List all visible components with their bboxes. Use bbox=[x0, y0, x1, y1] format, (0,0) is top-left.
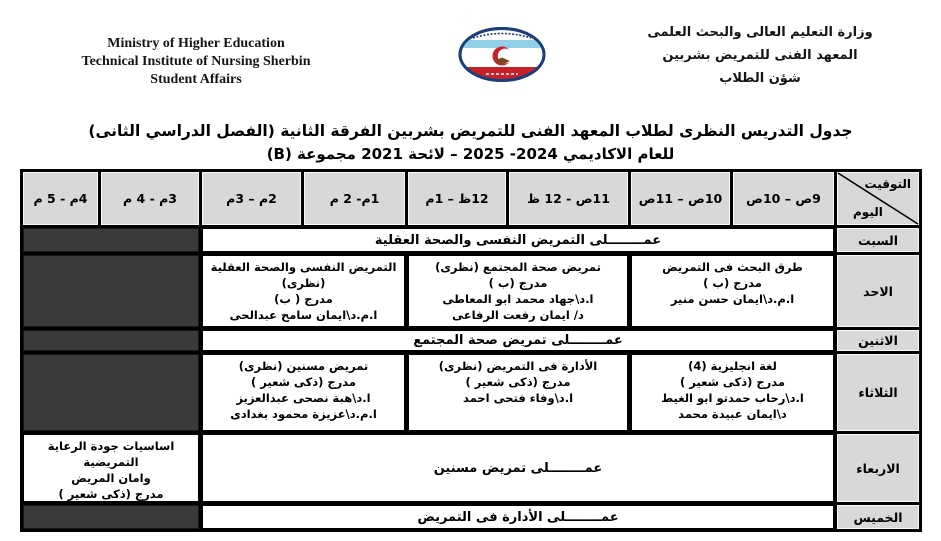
cell-text-line: ا.م.د\ايمان حسن منير bbox=[670, 292, 795, 306]
empty-cell bbox=[23, 228, 199, 252]
schedule-table bbox=[20, 169, 922, 532]
cell-text-line: عمــــــــلى التمريض النفسى والصحة العقلية bbox=[374, 232, 662, 248]
cell-text-line: ا.د\رحاب حمدتو ابو الغيط bbox=[661, 391, 804, 405]
corner-label-day: اليوم bbox=[853, 205, 883, 219]
time-header-cell: 12ظ – 1م bbox=[408, 172, 506, 225]
time-header-cell: 11ص - 12 ظ bbox=[509, 172, 628, 225]
lecture-cell bbox=[631, 255, 834, 327]
lecture-cell bbox=[408, 255, 628, 327]
time-header-cell: 1م- 2 م bbox=[304, 172, 405, 225]
department-name-en: Student Affairs bbox=[150, 72, 242, 87]
cell-text-line: مدرج (ب ) bbox=[703, 276, 762, 290]
empty-cell bbox=[23, 354, 199, 431]
cell-text-line: التمريض النفسى والصحة العقلية (نظرى) bbox=[210, 260, 397, 290]
department-name-ar: شؤن الطلاب bbox=[719, 71, 801, 86]
cell-text-line: عمــــــــلى تمريض مسنين bbox=[433, 460, 603, 476]
lecture-cell bbox=[202, 255, 405, 327]
cell-text-line: طرق البحث فى التمريض bbox=[662, 260, 803, 274]
day-cell: الخميس bbox=[837, 505, 919, 529]
corner-label-timing: التوقيت bbox=[864, 177, 911, 191]
day-cell: السبت bbox=[837, 228, 919, 252]
institute-logo bbox=[457, 26, 547, 83]
day-cell: الثلاثاء bbox=[837, 354, 919, 431]
time-header-cell: 4م - 5 م bbox=[23, 172, 98, 225]
cell-text-line: لغة انجليزية (4) bbox=[688, 359, 777, 373]
empty-cell bbox=[23, 330, 199, 351]
ministry-name-ar: وزارة التعليم العالى والبحث العلمى bbox=[647, 25, 873, 40]
cell-text-line: ا.م.د\ايمان سامح عبدالحى bbox=[229, 308, 378, 322]
cell-text-line: تمريض صحة المجتمع (نظرى) bbox=[435, 260, 601, 274]
institute-name-ar: المعهد الفنى للتمريض بشربين bbox=[662, 48, 858, 63]
cell-text-line: مدرج (ب ) bbox=[488, 276, 548, 290]
cell-text-line: وامان المريض bbox=[71, 471, 151, 485]
empty-cell bbox=[23, 255, 199, 327]
practical-cell bbox=[202, 330, 834, 351]
cell-text-line: اساسيات جودة الرعاية التمريضية bbox=[47, 439, 175, 469]
cell-text-line: الأدارة فى التمريض (نظرى) bbox=[438, 359, 598, 373]
time-header-cell: 9ص – 10ص bbox=[733, 172, 834, 225]
cell-text-line: مدرج (ذكى شعير ) bbox=[465, 375, 571, 389]
institute-seal-icon bbox=[457, 26, 547, 83]
cell-text-line: مدرج (ذكى شعير ) bbox=[58, 487, 164, 501]
institute-name-en: Technical Institute of Nursing Sherbin bbox=[81, 54, 311, 69]
cell-text-line: د\ايمان عبيدة محمد bbox=[678, 407, 787, 421]
lecture-cell bbox=[408, 354, 628, 431]
cell-text-line: مدرج (ذكى شعير ) bbox=[250, 375, 357, 389]
cell-text-line: تمريض مسنين (نظرى) bbox=[238, 359, 369, 373]
ministry-name-en: Ministry of Higher Education bbox=[107, 36, 285, 51]
day-cell: الاثنين bbox=[837, 330, 919, 351]
english-header bbox=[60, 35, 332, 89]
arabic-header bbox=[643, 21, 877, 90]
cell-text-line: عمــــــــلى تمريض صحة المجتمع bbox=[413, 333, 623, 348]
day-cell: الاحد bbox=[837, 255, 919, 327]
cell-text-line: ا.م.د\عزيزة محمود بغدادى bbox=[230, 407, 377, 421]
cell-text-line: مدرج ( ب) bbox=[274, 292, 333, 306]
schedule-title bbox=[0, 120, 941, 165]
empty-cell bbox=[23, 505, 199, 529]
cell-text-line: ا.د\وفاء فتحى احمد bbox=[462, 391, 574, 405]
cell-text-line: د/ ايمان رفعت الرفاعى bbox=[452, 308, 584, 322]
lecture-cell bbox=[202, 354, 405, 431]
cell-text-line: ا.د\هبة نصحى عبدالعزيز bbox=[236, 391, 371, 405]
title-line-2: للعام الاكاديمي 2024- 2025 – لائحة 2021 مجموعة (B) bbox=[266, 145, 675, 163]
lecture-cell bbox=[23, 434, 199, 502]
time-header-cell: 3م - 4 م bbox=[101, 172, 199, 225]
day-cell: الاربعاء bbox=[837, 434, 919, 502]
practical-cell bbox=[202, 505, 834, 529]
cell-text-line: ا.د\جهاد محمد ابو المعاطى bbox=[442, 292, 594, 306]
time-header-cell: 10ص – 11ص bbox=[631, 172, 730, 225]
cell-text-line: عمــــــــلى الأدارة فى التمريض bbox=[417, 509, 619, 525]
time-header-cell: 2م – 3م bbox=[202, 172, 301, 225]
practical-cell bbox=[202, 228, 834, 252]
practical-cell bbox=[202, 434, 834, 502]
cell-text-line: مدرج (ذكى شعير ) bbox=[679, 375, 786, 389]
lecture-cell bbox=[631, 354, 834, 431]
title-line-1: جدول التدريس النظرى لطلاب المعهد الفنى للتمريض بشربين الفرقة الثانية (الفصل الدراسي الثانى) bbox=[88, 122, 853, 140]
corner-cell bbox=[837, 172, 919, 225]
